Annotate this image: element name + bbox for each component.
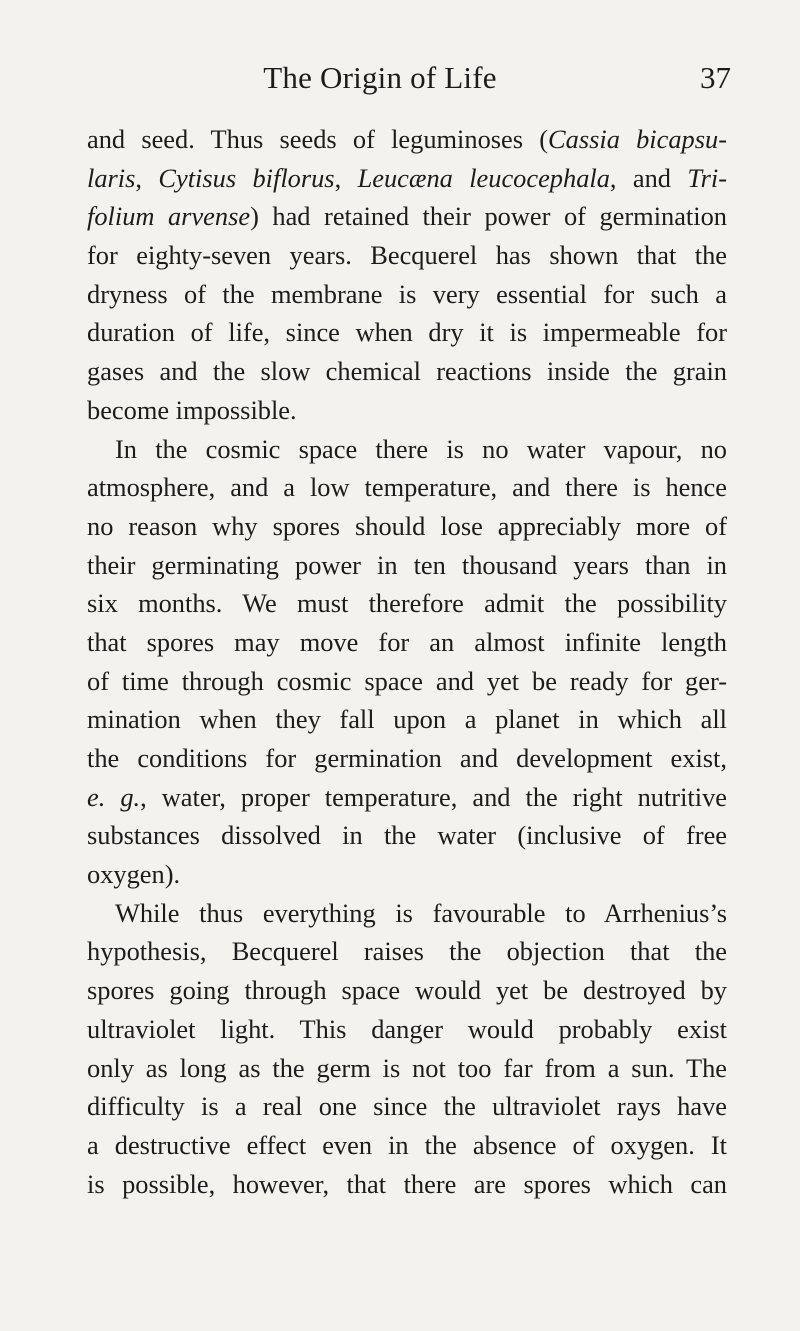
text-run: While thus everything is favourable to Arrhenius’s	[115, 897, 727, 928]
text-run: ) had retained their power of germination	[250, 201, 727, 232]
text-line-11	[87, 507, 727, 546]
text-run: , and	[609, 162, 688, 193]
text-run: mination when they fall upon a planet in which all	[87, 704, 727, 735]
text-line-20	[87, 855, 727, 894]
text-run: a destructive effect even in the absence of oxygen. It	[87, 1129, 727, 1160]
text-line-2	[87, 159, 727, 198]
text-line-8	[87, 391, 727, 430]
text-line-14	[87, 623, 727, 662]
text-run: hypothesis, Becquerel raises the objection that the	[87, 936, 727, 967]
text-run: duration of life, since when dry it is impermeable for	[87, 317, 727, 348]
text-line-28	[87, 1165, 727, 1204]
text-run: their germinating power in ten thousand years than in	[87, 549, 727, 580]
text-line-18	[87, 778, 727, 817]
text-line-4	[87, 236, 727, 275]
text-line-9	[87, 430, 727, 469]
page-number: 37	[700, 60, 731, 95]
body-text	[87, 120, 727, 1203]
text-line-17	[87, 739, 727, 778]
italic-run: folium arvense	[87, 201, 251, 232]
text-run: , water, proper temperature, and the right nutritive	[140, 781, 727, 812]
italic-run: e. g.	[87, 781, 141, 812]
text-run: six months. We must therefore admit the possibility	[87, 588, 727, 619]
text-line-23	[87, 971, 727, 1010]
text-line-1	[87, 120, 727, 159]
text-line-24	[87, 1010, 727, 1049]
text-line-25	[87, 1049, 727, 1088]
text-run: dryness of the membrane is very essential for such a	[87, 278, 727, 309]
running-head	[0, 58, 800, 98]
text-run: oxygen).	[87, 859, 181, 890]
text-line-13	[87, 584, 727, 623]
text-line-3	[87, 197, 727, 236]
italic-run: Cytisus biflorus	[158, 162, 335, 193]
italic-run: Leucæna leucocephala	[357, 162, 610, 193]
text-run: for eighty-seven years. Becquerel has shown that the	[87, 240, 727, 271]
text-line-6	[87, 313, 727, 352]
text-line-22	[87, 932, 727, 971]
text-run: that spores may move for an almost infinite length	[87, 626, 727, 657]
text-line-10	[87, 468, 727, 507]
text-run: difficulty is a real one since the ultraviolet rays have	[87, 1091, 727, 1122]
italic-run: Tri-	[687, 162, 727, 193]
text-run: the conditions for germination and development exist,	[87, 743, 727, 773]
text-line-7	[87, 352, 727, 391]
text-line-19	[87, 816, 727, 855]
text-run: ,	[135, 162, 159, 193]
text-run: spores going through space would yet be destroyed by	[87, 975, 727, 1006]
text-line-5	[87, 275, 727, 314]
italic-run: Cassia bicapsu-	[548, 124, 727, 154]
text-line-21	[87, 894, 727, 933]
text-run: gases and the slow chemical reactions inside the grain	[87, 356, 727, 387]
text-run: become impossible.	[87, 394, 297, 425]
text-run: In the cosmic space there is no water vapour, no	[115, 433, 727, 464]
text-run: substances dissolved in the water (inclusive of free	[87, 820, 727, 851]
text-line-16	[87, 700, 727, 739]
text-run: and seed. Thus seeds of leguminoses (	[87, 124, 549, 154]
text-line-12	[87, 546, 727, 585]
text-run: ultraviolet light. This danger would probably exist	[87, 1013, 727, 1044]
text-run: is possible, however, that there are spores which can	[87, 1168, 727, 1199]
text-line-27	[87, 1126, 727, 1165]
text-run: only as long as the germ is not too far from a sun. The	[87, 1052, 727, 1083]
text-run: atmosphere, and a low temperature, and there is hence	[87, 472, 727, 503]
text-run: of time through cosmic space and yet be ready for ger-	[87, 665, 727, 696]
text-line-15	[87, 662, 727, 701]
italic-run: laris	[87, 162, 136, 193]
text-run: no reason why spores should lose appreciably more of	[87, 510, 727, 541]
running-title: The Origin of Life	[263, 60, 497, 95]
text-run: ,	[334, 162, 358, 193]
text-line-26	[87, 1087, 727, 1126]
